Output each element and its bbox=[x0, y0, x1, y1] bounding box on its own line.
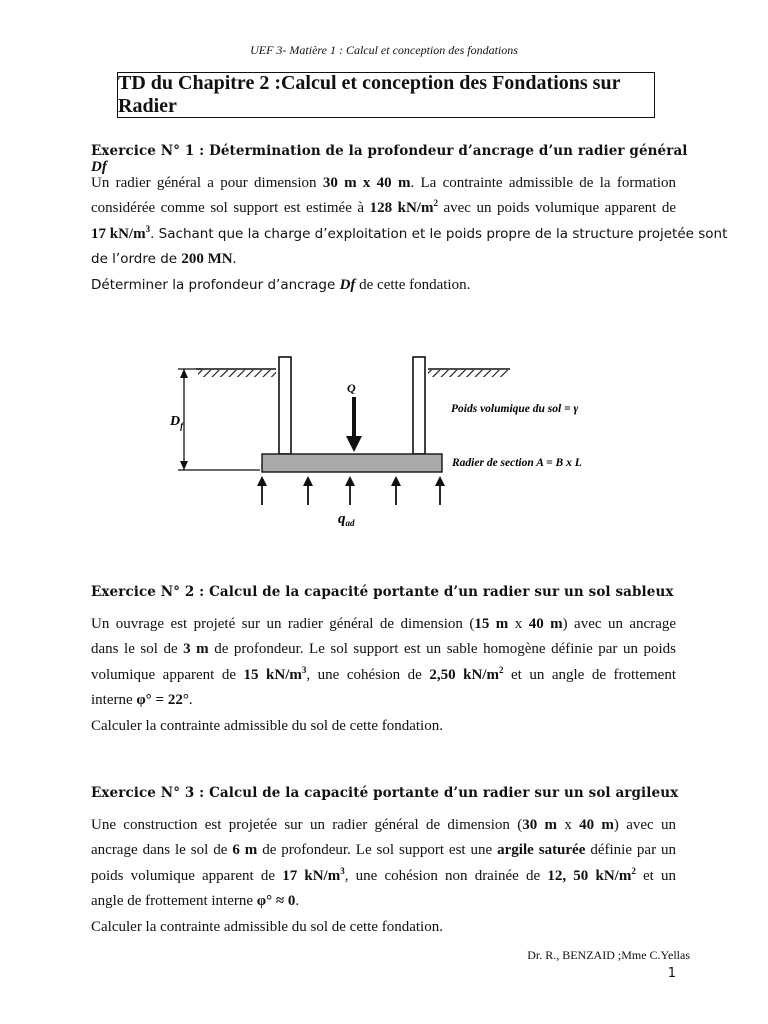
load-arrow bbox=[346, 397, 362, 452]
exercise-1-statement bbox=[91, 171, 728, 298]
exercise-1-heading: Exercice N° 1 : Détermination de la profondeur d’ancrage d’un radier général Df bbox=[91, 143, 688, 175]
statement-line: Un ouvrage est projeté sur un radier général de dimension (15 m x 40 m) avec un ancrage bbox=[91, 616, 677, 632]
exercise-2-statement bbox=[91, 612, 676, 739]
depth-dimension-arrow bbox=[178, 369, 260, 470]
soil-reaction-arrows bbox=[257, 476, 445, 505]
question-line: Déterminer la profondeur d’ancrage Df de cette fondation. bbox=[91, 276, 471, 293]
page-title: TD du Chapitre 2 :Calcul et conception des Fondations sur Radier bbox=[118, 72, 621, 117]
raft-section-label: Radier de section A = B x L bbox=[452, 457, 582, 469]
statement-line: angle de frottement interne φ° ≈ 0. bbox=[91, 893, 300, 910]
statement-line: Un radier général a pour dimension 30 m x 40 m. La contrainte admissible de la formation bbox=[91, 175, 676, 191]
page-number: 1 bbox=[667, 966, 676, 981]
page-title-box bbox=[117, 72, 655, 118]
exercise-3-heading: Exercice N° 3 : Calcul de la capacité portante d’un radier sur un sol argileux bbox=[91, 785, 679, 801]
question-line: Calculer la contrainte admissible du sol de cette fondation. bbox=[91, 717, 443, 734]
statement-line: interne φ° = 22°. bbox=[91, 692, 193, 709]
question-line: Calculer la contrainte admissible du sol de cette fondation. bbox=[91, 918, 443, 935]
ground-surface-left bbox=[196, 369, 276, 377]
statement-line: Une construction est projetée sur un radier général de dimension (30 m x 40 m) avec un bbox=[91, 817, 676, 833]
ground-surface-right bbox=[428, 369, 510, 377]
load-label: Q bbox=[347, 381, 356, 395]
exercise-3-statement bbox=[91, 813, 676, 940]
statement-line: dans le sol de 3 m de profondeur. Le sol support est un sable homogène définie par un poids bbox=[91, 641, 677, 658]
depth-label: $D_f$ bbox=[170, 414, 184, 431]
right-wall bbox=[413, 357, 425, 454]
statement-line: considérée comme sol support est estimée à 128 $kN/m^2$ avec un poids volumique apparent de bbox=[91, 198, 676, 217]
exercise-2-heading: Exercice N° 2 : Calcul de la capacité portante d’un radier sur un sol sableux bbox=[91, 584, 674, 600]
raft-foundation-diagram bbox=[150, 345, 630, 535]
statement-line: volumique apparent de 15 $kN/m^3$, une cohésion de 2,50 $kN/m^2$ et un angle de frottement bbox=[91, 664, 676, 683]
left-wall bbox=[279, 357, 291, 454]
bearing-pressure-label: $q_{ad}$ bbox=[338, 511, 355, 528]
statement-line: ancrage dans le sol de 6 m de profondeur. Le sol support est une argile saturée définie par un bbox=[91, 842, 677, 859]
running-header: UEF 3- Matière 1 : Calcul et conception des fondations bbox=[250, 43, 518, 57]
footer-authors: Dr. R., BENZAID ;Mme C.Yellas bbox=[527, 948, 690, 962]
statement-line: de l’ordre de 200 MN. bbox=[91, 251, 237, 268]
raft-slab bbox=[262, 454, 442, 472]
soil-weight-label: Poids volumique du sol = γ bbox=[451, 403, 579, 415]
statement-line: poids volumique apparent de 17 $kN/m^3$, une cohésion non drainée de 12, 50 $kN/m^2$ et un bbox=[91, 865, 677, 884]
statement-line: 17 $kN/m^3$. Sachant que la charge d’exploitation et le poids propre de la structure projetée sont bbox=[91, 223, 728, 242]
